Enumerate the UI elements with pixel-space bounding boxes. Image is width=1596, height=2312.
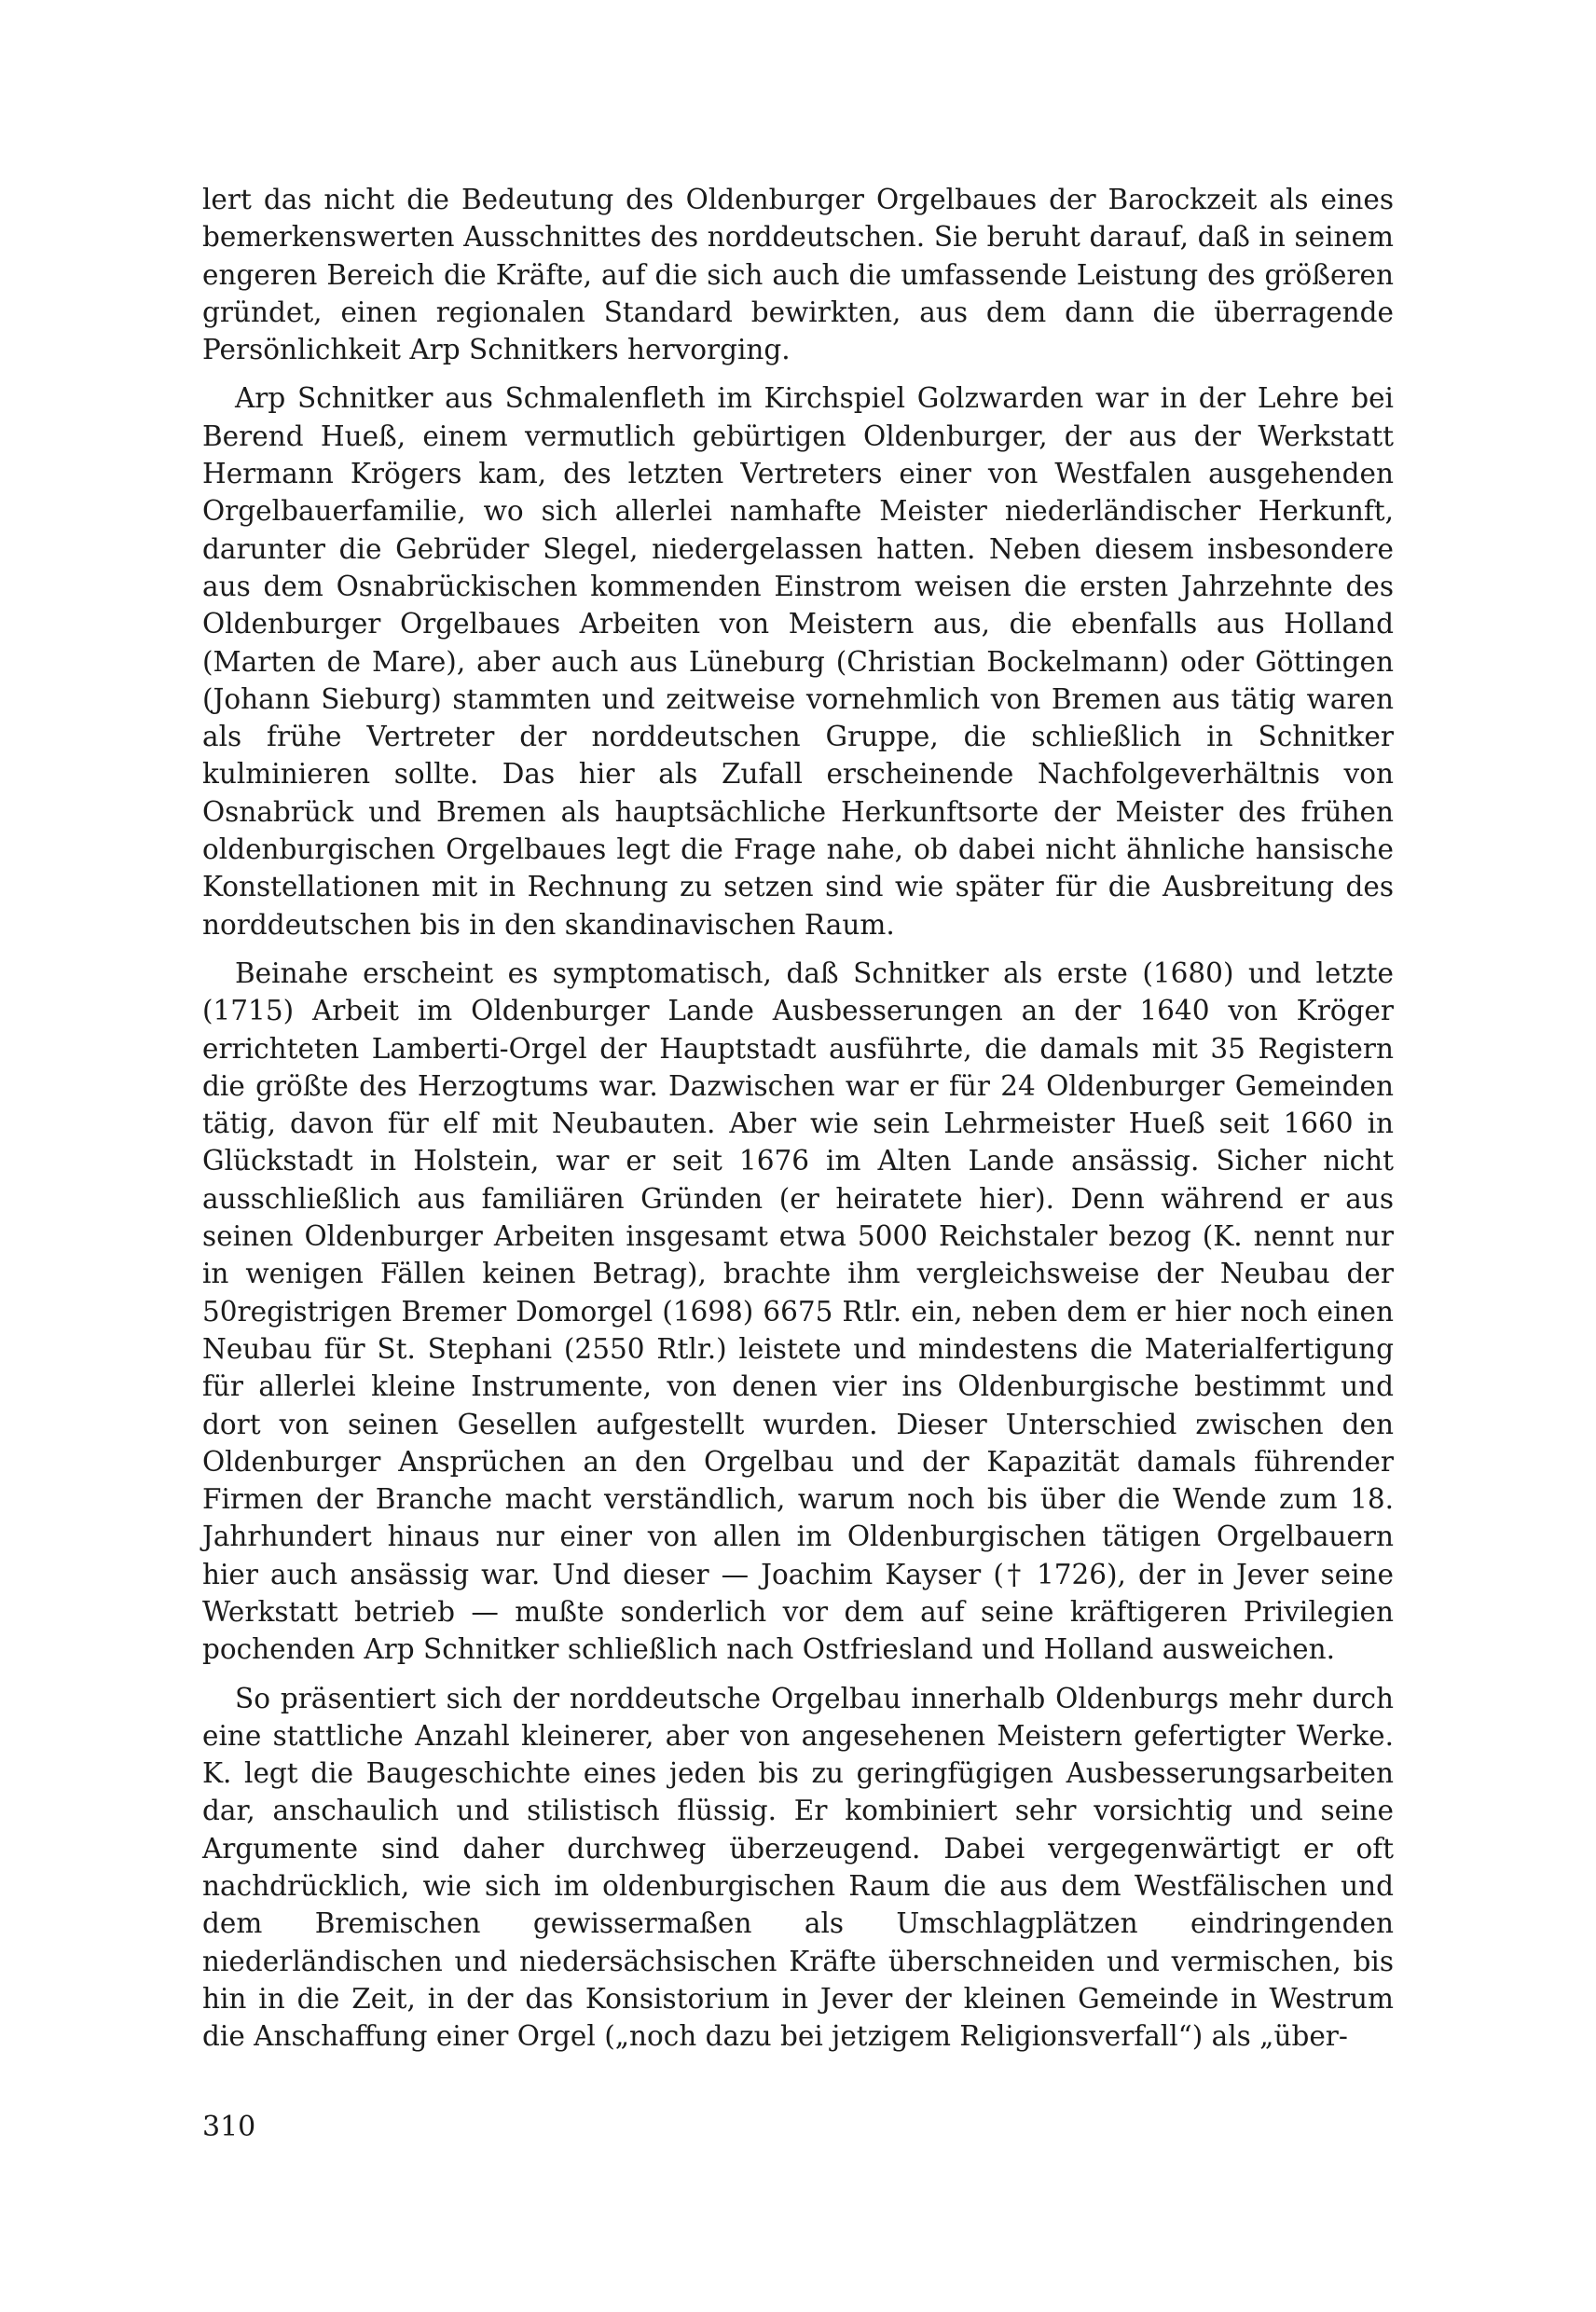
body-text [202,181,1394,2067]
paragraph-1: lert das nicht die Bedeutung des Oldenburger Orgelbaues der Barockzeit als eines bemerkenswerten Ausschnittes des norddeutschen. Sie beruht darauf, daß in seinem engeren Bereich die Kräfte, auf die sich auch die umfassende Leistung des größeren gründet, einen regionalen Standard bewirkten, aus dem dann die überragende Persönlichkeit Arp Schnitkers hervorging. [202,184,1394,366]
paragraph-2: Arp Schnitker aus Schmalenfleth im Kirchspiel Golzwarden war in der Lehre bei Berend Hueß, einem vermutlich gebürtigen Oldenburger, der aus der Werkstatt Hermann Krögers kam, des letzten Vertreters einer von Westfalen ausgehenden Orgelbauerfamilie, wo sich allerlei namhafte Meister niederländischer Herkunft, darunter die Gebrüder Slegel, niedergelassen hatten. Neben diesem insbesondere aus dem Osnabrückischen kommenden Einstrom weisen die ersten Jahrzehnte des Oldenburger Orgelbaues Arbeiten von Meistern aus, die ebenfalls aus Holland (Marten de Mare), aber auch aus Lüneburg (Christian Bockelmann) oder Göttingen (Johann Sieburg) stammten und zeitweise vornehmlich von Bremen aus tätig waren als frühe Vertreter der norddeutschen Gruppe, die schließlich in Schnitker kulminieren sollte. Das hier als Zufall erscheinende Nachfolgeverhältnis von Osnabrück und Bremen als hauptsächliche Herkunftsorte der Meister des frühen oldenburgischen Orgelbaues legt die Frage nahe, ob dabei nicht ähnliche hansische Konstellationen mit in Rechnung zu setzen sind wie später für die Ausbreitung des norddeutschen bis in den skandinavischen Raum. [202,382,1394,941]
page-number: 310 [202,2111,256,2143]
paragraph-4: So präsentiert sich der norddeutsche Orgelbau innerhalb Oldenburgs mehr durch eine stattliche Anzahl kleinerer, aber von angesehenen Meistern gefertigter Werke. K. legt die Baugeschichte eines jeden bis zu geringfügigen Ausbesserungsarbeiten dar, anschaulich und stilistisch flüssig. Er kombiniert sehr vorsichtig und seine Argumente sind daher durchweg überzeugend. Dabei vergegenwärtigt er oft nachdrücklich, wie sich im oldenburgischen Raum die aus dem Westfälischen und dem Bremischen gewissermaßen als Umschlagplätzen eindringenden niederländischen und niedersächsischen Kräfte überschneiden und vermischen, bis hin in die Zeit, in der das Konsistorium in Jever der kleinen Gemeinde in Westrum die Anschaffung einer Orgel („noch dazu bei jetzigem Religionsverfall“) als „über- [202,1682,1394,2053]
paragraph-3: Beinahe erscheint es symptomatisch, daß Schnitker als erste (1680) und letzte (1715) Arbeit im Oldenburger Lande Ausbesserungen an der 1640 von Kröger errichteten Lamberti-Orgel der Hauptstadt ausführte, die damals mit 35 Registern die größte des Herzogtums war. Dazwischen war er für 24 Oldenburger Gemeinden tätig, davon für elf mit Neubauten. Aber wie sein Lehrmeister Hueß seit 1660 in Glückstadt in Holstein, war er seit 1676 im Alten Lande ansässig. Sicher nicht ausschließlich aus familiären Gründen (er heiratete hier). Denn während er aus seinen Oldenburger Arbeiten insgesamt etwa 5000 Reichstaler bezog (K. nennt nur in wenigen Fällen keinen Betrag), brachte ihm vergleichsweise der Neubau der 50registrigen Bremer Domorgel (1698) 6675 Rtlr. ein, neben dem er hier noch einen Neubau für St. Stephani (2550 Rtlr.) leistete und mindestens die Materialfertigung für allerlei kleine Instrumente, von denen vier ins Oldenburgische bestimmt und dort von seinen Gesellen aufgestellt wurden. Dieser Unterschied zwischen den Oldenburger Ansprüchen an den Orgelbau und der Kapazität damals führender Firmen der Branche macht verständlich, warum noch bis über die Wende zum 18. Jahrhundert hinaus nur einer von allen im Oldenburgischen tätigen Orgelbauern hier auch ansässig war. Und dieser — Joachim Kayser († 1726), der in Jever seine Werkstatt betrieb — mußte sonderlich vor dem auf seine kräftigeren Privilegien pochenden Arp Schnitker schließlich nach Ostfriesland und Holland ausweichen. [202,956,1394,1666]
